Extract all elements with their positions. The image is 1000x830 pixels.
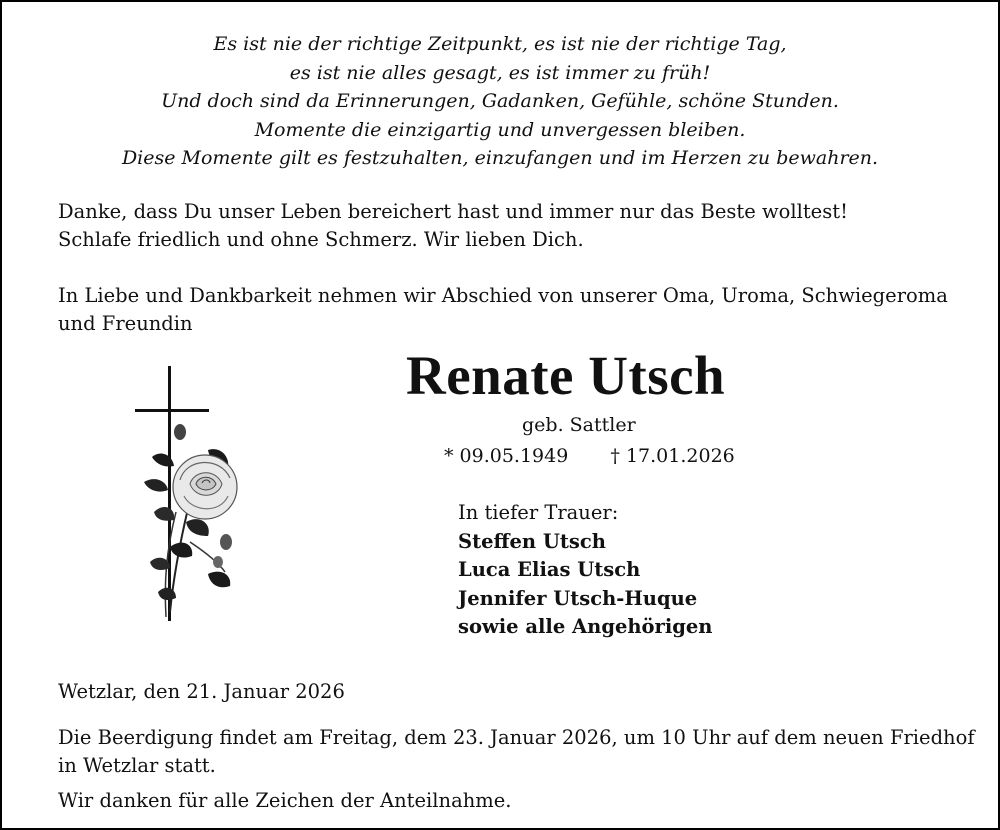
farewell-line: und Freundin: [58, 312, 193, 335]
funeral-paragraph: [58, 724, 975, 780]
poem: [2, 30, 998, 173]
poem-line: Diese Momente gilt es festzuhalten, einzufangen und im Herzen zu bewahren.: [121, 147, 879, 169]
poem-line: Momente die einzigartig und unvergessen bleiben.: [254, 118, 746, 141]
mourner-name: sowie alle Angehörigen: [458, 615, 713, 638]
place-date-line: Wetzlar, den 21. Januar 2026: [58, 680, 345, 703]
farewell-line: In Liebe und Dankbarkeit nehmen wir Abschied von unserer Oma, Uroma, Schwiegeroma: [58, 284, 948, 307]
closing-paragraph: [58, 787, 958, 815]
closing-line: Wir danken für alle Zeichen der Anteilnahme.: [58, 789, 512, 812]
birth-date: * 09.05.1949: [444, 445, 569, 467]
cross-with-rose-icon: [130, 362, 250, 627]
place-date: [58, 678, 958, 706]
thanks-line: Schlafe friedlich und ohne Schmerz. Wir lieben Dich.: [58, 228, 584, 251]
mourner-name: Luca Elias Utsch: [458, 558, 641, 581]
funeral-line: Die Beerdigung findet am Freitag, dem 23. Januar 2026, um 10 Uhr auf dem neuen Friedhof: [58, 726, 975, 749]
mourners: [458, 499, 712, 642]
death-date: † 17.01.2026: [610, 445, 735, 467]
thanks-line: Danke, dass Du unser Leben bereichert hast und immer nur das Beste wolltest!: [58, 200, 848, 223]
mourners-heading: In tiefer Trauer:: [458, 501, 619, 524]
farewell-paragraph: [58, 282, 958, 338]
poem-line: es ist nie alles gesagt, es ist immer zu früh!: [289, 61, 711, 84]
deceased-name: Renate Utsch: [406, 345, 726, 406]
life-dates: [444, 445, 735, 467]
birth-name: geb. Sattler: [522, 414, 636, 436]
poem-line: Es ist nie der richtige Zeitpunkt, es ist nie der richtige Tag,: [213, 33, 787, 55]
funeral-line: in Wetzlar statt.: [58, 754, 216, 777]
thanks-paragraph: [58, 198, 958, 254]
mourner-name: Jennifer Utsch-Huque: [458, 586, 698, 610]
mourner-name: Steffen Utsch: [458, 529, 606, 553]
poem-line: Und doch sind da Erinnerungen, Gadanken, Gefühle, schöne Stunden.: [161, 90, 839, 112]
